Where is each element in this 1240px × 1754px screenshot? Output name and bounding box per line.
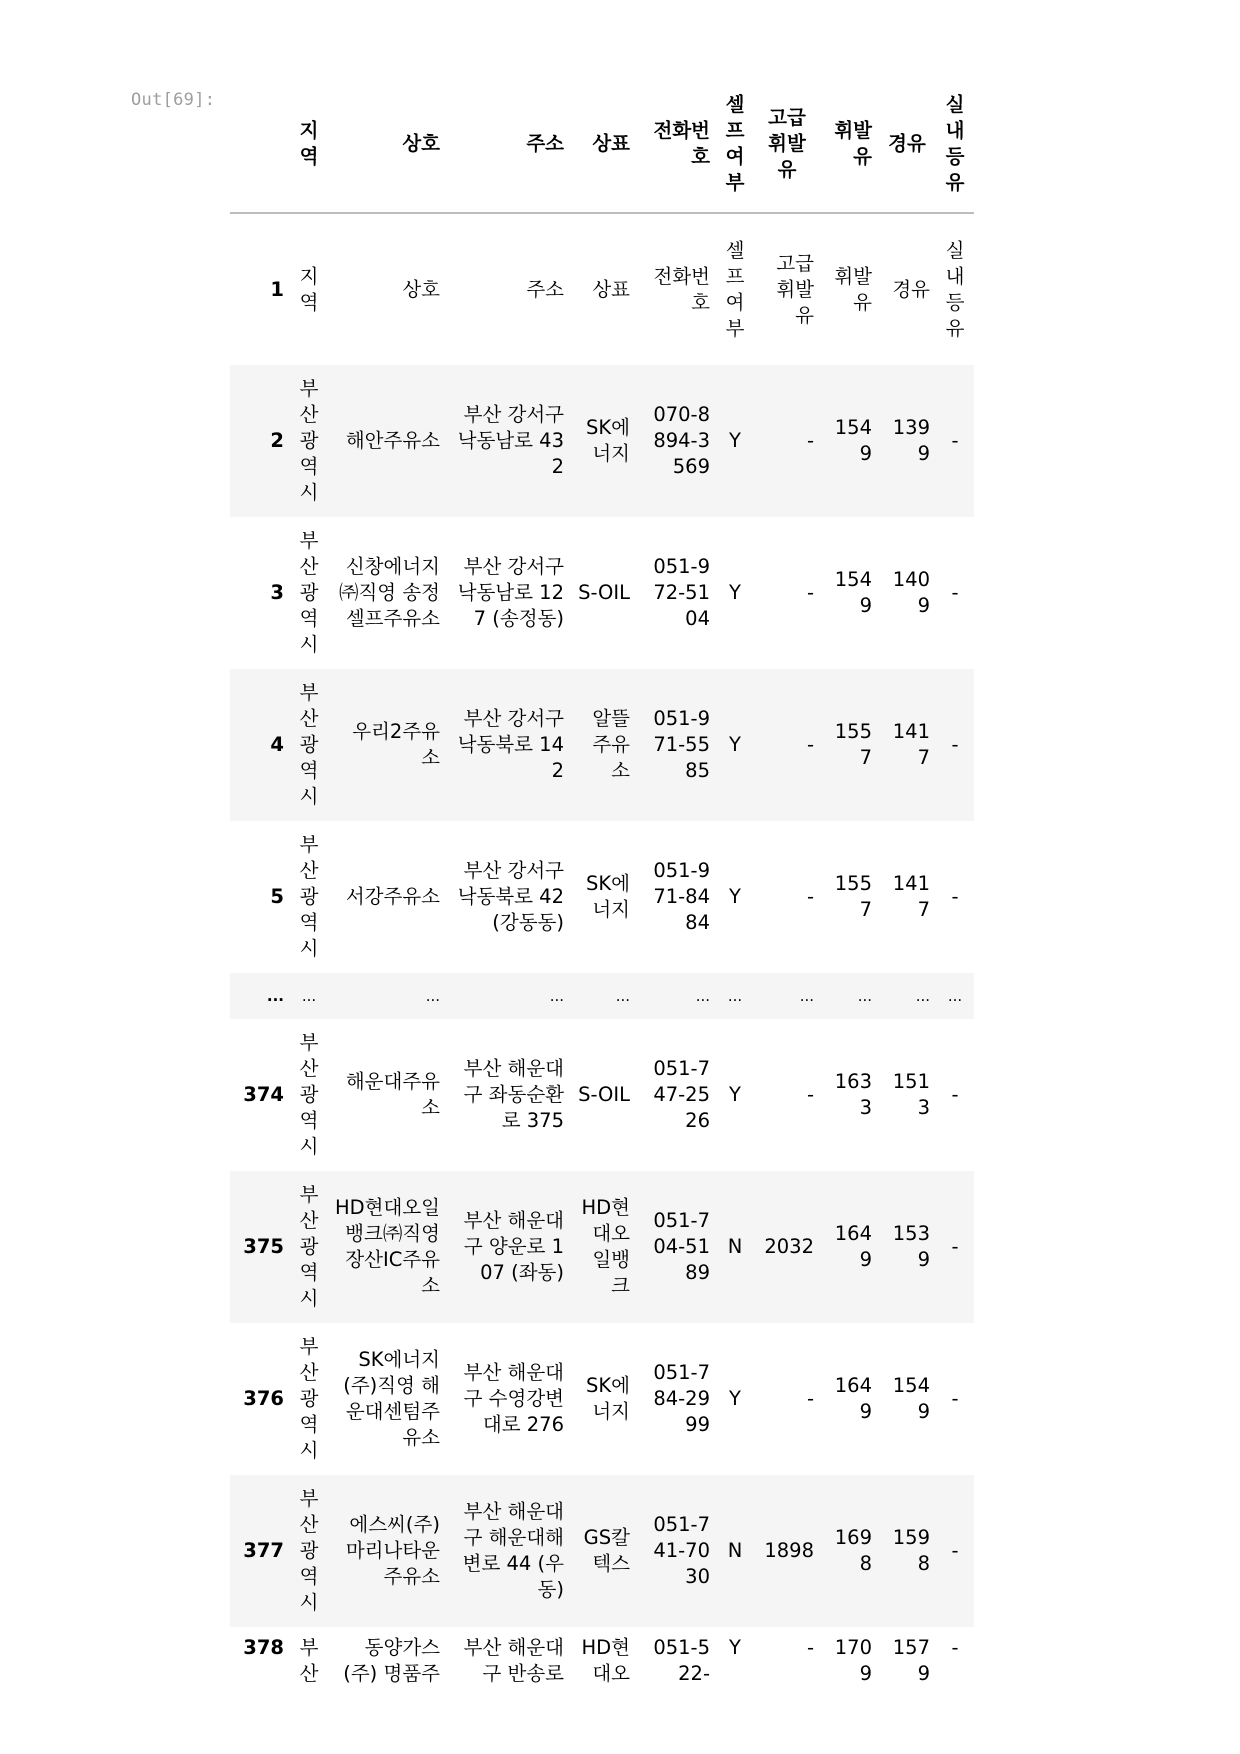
- output-prompt: Out[69]:: [131, 90, 216, 110]
- cell-diesel: 1399: [892, 416, 930, 465]
- cell-kerosene: ...: [947, 987, 963, 1005]
- cell-address: ...: [549, 987, 564, 1005]
- cell-address: 부산 강서구 낙동북로 142: [457, 707, 564, 782]
- cell-premium: -: [806, 581, 814, 604]
- col-header-region: 지역: [290, 86, 328, 213]
- cell-diesel: 1579: [892, 1636, 930, 1685]
- cell-diesel: ...: [915, 987, 930, 1005]
- cell-region: 부산광역시: [299, 1487, 319, 1614]
- table-row: [230, 1475, 974, 1627]
- cell-address: 부산 강서구 낙동남로 127 (송정동): [457, 555, 564, 630]
- cell-premium: -: [806, 1083, 814, 1106]
- cell-self: 셀프여부: [725, 238, 745, 340]
- index-header: [230, 86, 290, 213]
- cell-phone: 051-971-5585: [653, 707, 710, 782]
- header-row: [230, 86, 974, 213]
- cell-diesel: 1417: [892, 720, 930, 769]
- cell-address: 부산 해운대구 수영강변대로 276: [463, 1361, 564, 1436]
- cell-name: 신창에너지㈜직영 송정셀프주유소: [338, 555, 440, 630]
- cell-region: 부산: [299, 1636, 319, 1685]
- cell-gasoline: 1649: [834, 1222, 872, 1271]
- cell-diesel: 경유: [892, 277, 930, 301]
- cell-name: 상호: [402, 277, 440, 301]
- col-header-brand: 상표: [570, 86, 636, 213]
- cell-gasoline: 1549: [834, 568, 872, 617]
- table-row: [230, 365, 974, 517]
- row-index: 378: [243, 1636, 284, 1659]
- cell-brand: HD현대오일뱅크: [581, 1196, 630, 1297]
- cell-gasoline: 1633: [834, 1070, 872, 1119]
- cell-address: 부산 해운대구 양운로 107 (좌동): [463, 1209, 564, 1284]
- cell-gasoline: 1557: [834, 720, 872, 769]
- cell-self: Y: [729, 1636, 741, 1659]
- cell-brand: HD현대오: [581, 1636, 630, 1685]
- cell-premium: -: [806, 733, 814, 756]
- row-index: ...: [266, 987, 284, 1005]
- cell-gasoline: 1557: [834, 872, 872, 921]
- col-header-diesel: 경유: [878, 86, 936, 213]
- cell-address: 주소: [526, 277, 564, 301]
- cell-region: 부산광역시: [299, 1031, 319, 1158]
- cell-kerosene: -: [951, 429, 959, 452]
- table-row: [230, 821, 974, 973]
- cell-phone: 051-747-2526: [653, 1057, 710, 1132]
- cell-premium: -: [806, 1387, 814, 1410]
- cell-brand: 상표: [592, 277, 630, 301]
- cell-self: Y: [729, 885, 741, 908]
- row-index: 376: [243, 1387, 284, 1410]
- row-index: 5: [270, 885, 284, 908]
- col-header-kerosene: 실내등유: [936, 86, 974, 213]
- cell-premium: 고급휘발유: [776, 251, 814, 327]
- cell-premium: 1898: [764, 1539, 814, 1562]
- dataframe-table: [230, 86, 974, 1689]
- cell-diesel: 1513: [892, 1070, 930, 1119]
- cell-name: 해안주유소: [345, 429, 440, 452]
- col-header-premium: 고급휘발유: [754, 86, 820, 213]
- cell-self: Y: [729, 1387, 741, 1410]
- cell-name: 동양가스(주) 명품주: [343, 1636, 440, 1685]
- cell-phone: ...: [695, 987, 710, 1005]
- row-index: 374: [243, 1083, 284, 1106]
- col-header-phone: 전화번호: [636, 86, 716, 213]
- table-row: [230, 669, 974, 821]
- cell-name: 해운대주유소: [345, 1070, 440, 1119]
- cell-gasoline: 휘발유: [834, 264, 872, 314]
- cell-self: Y: [729, 581, 741, 604]
- table-row: [230, 213, 974, 365]
- cell-self: Y: [729, 1083, 741, 1106]
- table-row: [230, 517, 974, 669]
- cell-self: N: [727, 1235, 743, 1258]
- cell-phone: 051-741-7030: [653, 1513, 710, 1588]
- cell-premium: -: [806, 1636, 814, 1659]
- cell-brand: GS칼텍스: [583, 1526, 630, 1575]
- cell-premium: -: [806, 429, 814, 452]
- cell-self: Y: [729, 429, 741, 452]
- cell-phone: 전화번호: [653, 264, 710, 314]
- cell-name: ...: [425, 987, 440, 1005]
- row-index: 377: [243, 1539, 284, 1562]
- cell-gasoline: 1549: [834, 416, 872, 465]
- cell-self: ...: [727, 987, 743, 1005]
- cell-phone: 051-704-5189: [653, 1209, 710, 1284]
- cell-diesel: 1409: [892, 568, 930, 617]
- cell-address: 부산 해운대구 반송로: [463, 1636, 564, 1685]
- cell-region: 부산광역시: [299, 1335, 319, 1462]
- cell-address: 부산 강서구 낙동남로 432: [457, 403, 564, 478]
- table-row: [230, 1171, 974, 1323]
- cell-brand: SK에너지: [585, 872, 630, 921]
- cell-kerosene: 실내등유: [945, 238, 965, 340]
- cell-brand: 알뜰주유소: [592, 707, 630, 782]
- cell-brand: SK에너지: [585, 1374, 630, 1423]
- cell-gasoline: 1698: [834, 1526, 872, 1575]
- cell-region: 부산광역시: [299, 681, 319, 808]
- cell-brand: S-OIL: [578, 1083, 630, 1106]
- cell-kerosene: -: [951, 1636, 959, 1659]
- cell-phone: 051-784-2999: [653, 1361, 710, 1436]
- table-row: [230, 1323, 974, 1475]
- col-header-name: 상호: [328, 86, 446, 213]
- cell-kerosene: -: [951, 1539, 959, 1562]
- cell-name: 서강주유소: [345, 885, 440, 908]
- row-index: 1: [270, 277, 284, 301]
- row-index: 3: [270, 581, 284, 604]
- cell-diesel: 1417: [892, 872, 930, 921]
- cell-phone: 051-972-5104: [653, 555, 710, 630]
- cell-gasoline: 1709: [834, 1636, 872, 1685]
- col-header-gasoline: 휘발유: [820, 86, 878, 213]
- cell-address: 부산 해운대구 좌동순환로 375: [463, 1057, 564, 1132]
- table-row: [230, 973, 974, 1019]
- table-row: [230, 1019, 974, 1171]
- cell-phone: 051-971-8484: [653, 859, 710, 934]
- cell-kerosene: -: [951, 885, 959, 908]
- cell-brand: ...: [615, 987, 630, 1005]
- cell-phone: 051-522-: [653, 1636, 710, 1685]
- cell-name: SK에너지(주)직영 해운대센텀주유소: [343, 1348, 440, 1449]
- cell-phone: 070-8894-3569: [653, 403, 710, 478]
- cell-address: 부산 해운대구 해운대해변로 44 (우동): [462, 1500, 564, 1601]
- cell-kerosene: -: [951, 733, 959, 756]
- cell-self: N: [727, 1539, 743, 1562]
- cell-diesel: 1549: [892, 1374, 930, 1423]
- row-index: 4: [270, 733, 284, 756]
- cell-region: ...: [301, 987, 317, 1005]
- cell-kerosene: -: [951, 1387, 959, 1410]
- cell-address: 부산 강서구 낙동북로 42 (강동동): [457, 859, 564, 934]
- table-body: [230, 213, 974, 1689]
- col-header-self: 셀프여부: [716, 86, 754, 213]
- cell-name: 에스씨(주)마리나타운주유소: [345, 1513, 440, 1588]
- row-index: 2: [270, 429, 284, 452]
- row-index: 375: [243, 1235, 284, 1258]
- cell-premium: 2032: [764, 1235, 814, 1258]
- table-row: [230, 1627, 974, 1689]
- cell-premium: -: [806, 885, 814, 908]
- col-header-address: 주소: [446, 86, 570, 213]
- cell-region: 부산광역시: [299, 377, 319, 504]
- cell-kerosene: -: [951, 1235, 959, 1258]
- cell-kerosene: -: [951, 581, 959, 604]
- cell-region: 부산광역시: [299, 833, 319, 960]
- cell-name: HD현대오일뱅크㈜직영 장산IC주유소: [334, 1196, 440, 1297]
- cell-premium: ...: [799, 987, 814, 1005]
- cell-region: 부산광역시: [299, 1183, 319, 1310]
- cell-brand: SK에너지: [585, 416, 630, 465]
- cell-region: 지역: [299, 264, 319, 314]
- cell-diesel: 1539: [892, 1222, 930, 1271]
- cell-brand: S-OIL: [578, 581, 630, 604]
- cell-name: 우리2주유소: [352, 720, 440, 769]
- cell-gasoline: ...: [857, 987, 872, 1005]
- cell-region: 부산광역시: [299, 529, 319, 656]
- cell-self: Y: [729, 733, 741, 756]
- cell-diesel: 1598: [892, 1526, 930, 1575]
- cell-kerosene: -: [951, 1083, 959, 1106]
- cell-gasoline: 1649: [834, 1374, 872, 1423]
